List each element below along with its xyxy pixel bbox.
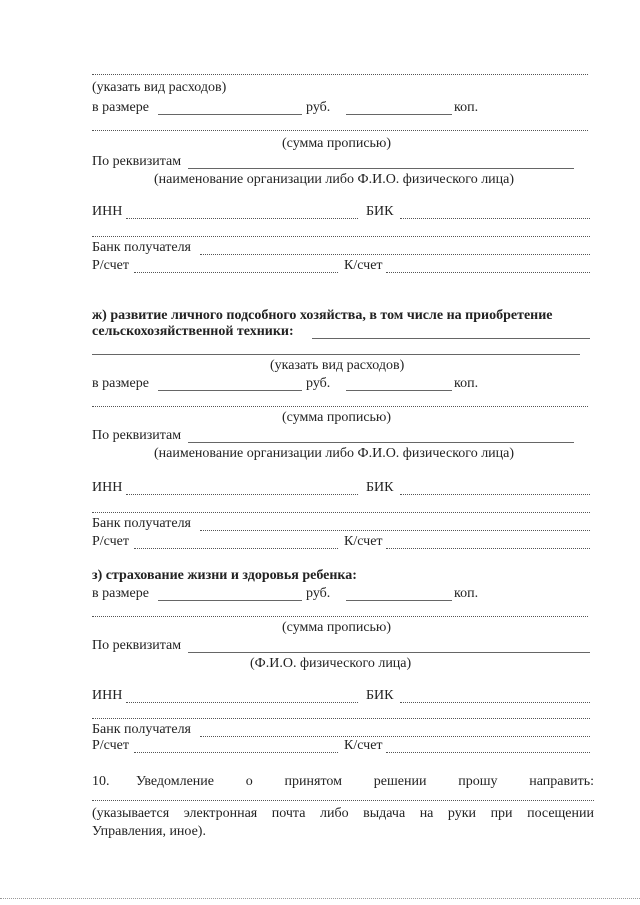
corr-account-label: К/счет bbox=[344, 534, 383, 549]
bank-field[interactable] bbox=[200, 530, 590, 531]
account-label: Р/счет bbox=[92, 534, 129, 549]
rub-field[interactable] bbox=[158, 114, 302, 115]
section-zh-heading-line1: ж) развитие личного подсобного хозяйства, в том числе на приобретение bbox=[92, 308, 553, 323]
sum-words-hint: (сумма прописью) bbox=[282, 410, 392, 425]
requisites-field[interactable] bbox=[188, 442, 574, 443]
section-z-heading: з) страхование жизни и здоровья ребенка: bbox=[92, 568, 357, 583]
bik-field[interactable] bbox=[400, 218, 590, 219]
notification-hint-line2: Управления, иное). bbox=[92, 824, 206, 839]
section-zh-heading-line2: сельскохозяйственной техники: bbox=[92, 324, 294, 339]
kop-field[interactable] bbox=[346, 390, 452, 391]
rub-field[interactable] bbox=[158, 390, 302, 391]
kop-label: коп. bbox=[454, 586, 479, 601]
bik-field[interactable] bbox=[400, 494, 590, 495]
bik-label: БИК bbox=[366, 480, 394, 495]
account-field[interactable] bbox=[134, 272, 338, 273]
account-field[interactable] bbox=[134, 752, 338, 753]
expense-type-line[interactable] bbox=[92, 354, 580, 355]
inn-label: ИНН bbox=[92, 204, 123, 219]
bank-label: Банк получателя bbox=[92, 722, 191, 737]
sum-words-line[interactable] bbox=[92, 406, 588, 407]
kop-label: коп. bbox=[454, 376, 479, 391]
notification-hint-line1: (указывается электронная почта либо выдача на руки при посещении bbox=[92, 806, 594, 821]
bik-field[interactable] bbox=[400, 702, 590, 703]
bik-label: БИК bbox=[366, 204, 394, 219]
inn-field[interactable] bbox=[126, 702, 358, 703]
inn-field[interactable] bbox=[126, 218, 358, 219]
bank-field[interactable] bbox=[200, 736, 590, 737]
bik-label: БИК bbox=[366, 688, 394, 703]
corr-account-field[interactable] bbox=[386, 752, 590, 753]
corr-account-label: К/счет bbox=[344, 738, 383, 753]
kop-field[interactable] bbox=[346, 114, 452, 115]
sum-words-hint: (сумма прописью) bbox=[282, 136, 392, 151]
requisites-label: По реквизитам bbox=[92, 428, 182, 443]
requisites-field[interactable] bbox=[188, 168, 574, 169]
amount-label: в размере bbox=[92, 100, 149, 115]
org-name-hint: (наименование организации либо Ф.И.О. физического лица) bbox=[154, 446, 515, 461]
requisites-field[interactable] bbox=[188, 652, 590, 653]
inn-label: ИНН bbox=[92, 480, 123, 495]
corr-account-field[interactable] bbox=[386, 548, 590, 549]
expense-type-hint: (указать вид расходов) bbox=[270, 358, 405, 373]
account-field[interactable] bbox=[134, 548, 338, 549]
amount-label: в размере bbox=[92, 376, 149, 391]
page-bottom-edge bbox=[0, 898, 640, 899]
account-label: Р/счет bbox=[92, 258, 129, 273]
requisites-label: По реквизитам bbox=[92, 638, 182, 653]
amount-label: в размере bbox=[92, 586, 149, 601]
rub-label: руб. bbox=[306, 376, 331, 391]
rub-label: руб. bbox=[306, 100, 331, 115]
requisites-label: По реквизитам bbox=[92, 154, 182, 169]
bank-top-line[interactable] bbox=[92, 236, 590, 237]
expense-type-hint: (указать вид расходов) bbox=[92, 80, 227, 95]
kop-label: коп. bbox=[454, 100, 479, 115]
expense-type-line[interactable] bbox=[92, 74, 588, 75]
bank-label: Банк получателя bbox=[92, 516, 191, 531]
item-10-text: Уведомление о принятом решении прошу направить: bbox=[136, 774, 594, 789]
section-zh-expense-field[interactable] bbox=[312, 338, 590, 339]
person-name-hint: (Ф.И.О. физического лица) bbox=[250, 656, 412, 671]
inn-field[interactable] bbox=[126, 494, 358, 495]
account-label: Р/счет bbox=[92, 738, 129, 753]
sum-words-line[interactable] bbox=[92, 130, 588, 131]
corr-account-label: К/счет bbox=[344, 258, 383, 273]
kop-field[interactable] bbox=[346, 600, 452, 601]
bank-label: Банк получателя bbox=[92, 240, 191, 255]
rub-field[interactable] bbox=[158, 600, 302, 601]
bank-top-line[interactable] bbox=[92, 718, 590, 719]
corr-account-field[interactable] bbox=[386, 272, 590, 273]
bank-top-line[interactable] bbox=[92, 512, 590, 513]
notification-line[interactable] bbox=[92, 800, 594, 801]
item-10-number: 10. bbox=[92, 774, 110, 789]
sum-words-hint: (сумма прописью) bbox=[282, 620, 392, 635]
inn-label: ИНН bbox=[92, 688, 123, 703]
rub-label: руб. bbox=[306, 586, 331, 601]
sum-words-line[interactable] bbox=[92, 616, 588, 617]
bank-field[interactable] bbox=[200, 254, 590, 255]
org-name-hint: (наименование организации либо Ф.И.О. физического лица) bbox=[154, 172, 515, 187]
